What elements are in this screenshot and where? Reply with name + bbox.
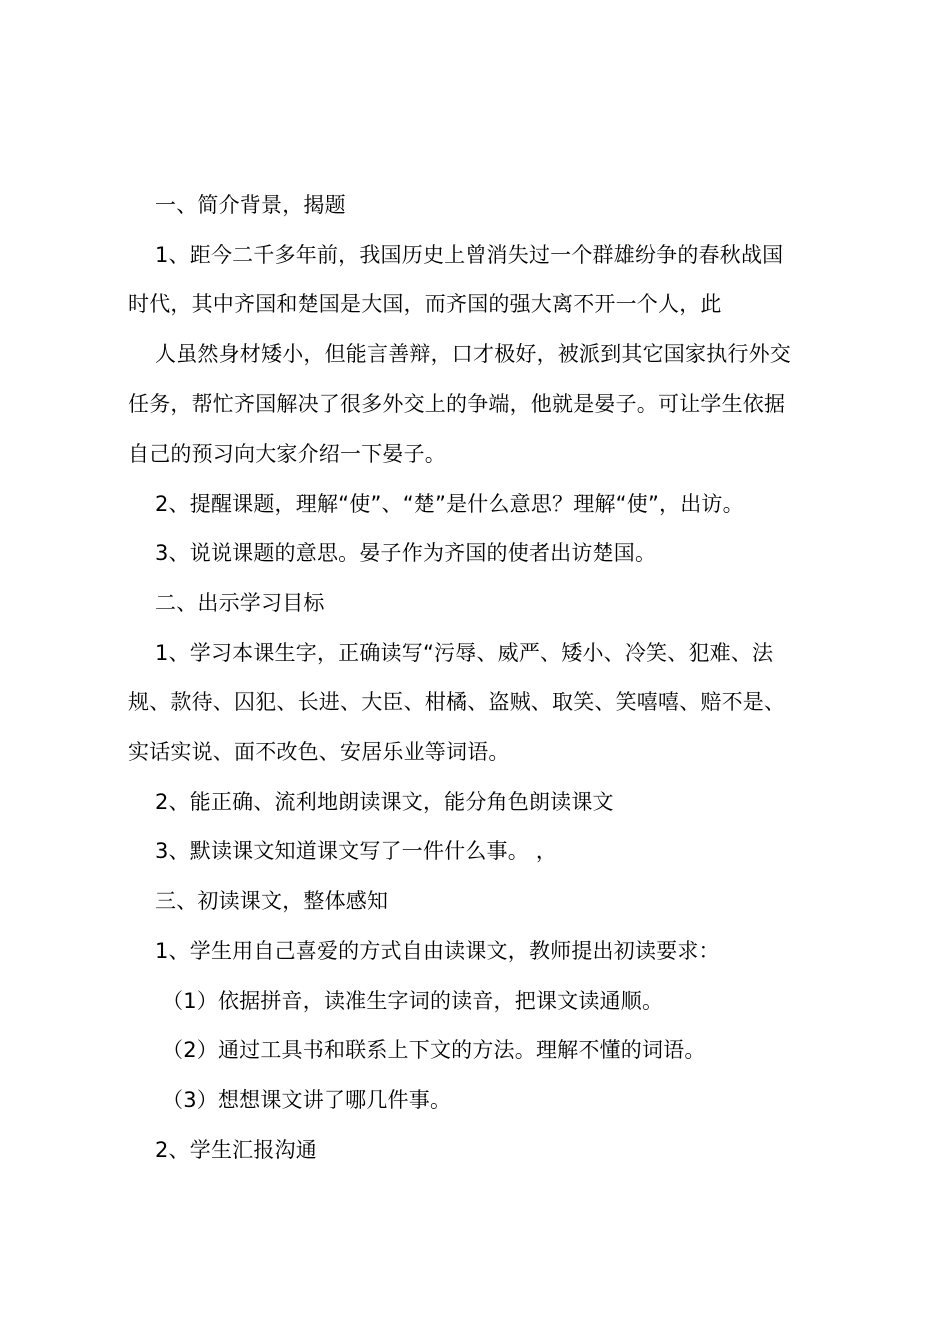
paragraph-line: 自己的预习向大家介绍一下晏子。 (128, 442, 446, 466)
paragraph-line: 实话实说、面不改色、安居乐业等词语。 (128, 740, 510, 764)
paragraph-line: 2、学生汇报沟通 (155, 1138, 317, 1162)
paragraph-line: 人虽然身材矮小，但能言善辩，口才极好，被派到其它国家执行外交 (155, 342, 791, 366)
section-heading-1: 一、简介背景，揭题 (155, 193, 346, 217)
list-item: （3）想想课文讲了哪几件事。 (162, 1088, 452, 1112)
list-item: （2）通过工具书和联系上下文的方法。理解不懂的词语。 (162, 1038, 706, 1062)
paragraph-line: 3、默读课文知道课文写了一件什么事。 ， (155, 839, 558, 863)
paragraph-line: 1、学习本课生字，正确读写“污辱、威严、矮小、冷笑、犯难、法 (155, 641, 774, 665)
paragraph-line: 1、学生用自己喜爱的方式自由读课文，教师提出初读要求： (155, 939, 720, 963)
paragraph-line: 时代，其中齐国和楚国是大国，而齐国的强大离不开一个人，此 (128, 292, 722, 316)
paragraph-line: 规、款待、囚犯、长进、大臣、柑橘、盗贼、取笑、笑嘻嘻、赔不是、 (128, 690, 786, 714)
paragraph-line: 1、距今二千多年前，我国历史上曾消失过一个群雄纷争的春秋战国 (155, 243, 784, 267)
paragraph-line: 任务，帮忙齐国解决了很多外交上的争端，他就是晏子。可让学生依据 (128, 392, 786, 416)
list-item: （1）依据拼音，读准生字词的读音，把课文读通顺。 (162, 989, 664, 1013)
paragraph-line: 2、能正确、流利地朗读课文，能分角色朗读课文 (155, 790, 614, 814)
section-heading-2: 二、出示学习目标 (155, 591, 325, 615)
paragraph-line: 2、提醒课题，理解“使”、“楚”是什么意思？理解“使”，出访。 (155, 492, 744, 516)
section-heading-3: 三、初读课文，整体感知 (155, 889, 389, 913)
paragraph-line: 3、说说课题的意思。晏子作为齐国的使者出访楚国。 (155, 541, 657, 565)
